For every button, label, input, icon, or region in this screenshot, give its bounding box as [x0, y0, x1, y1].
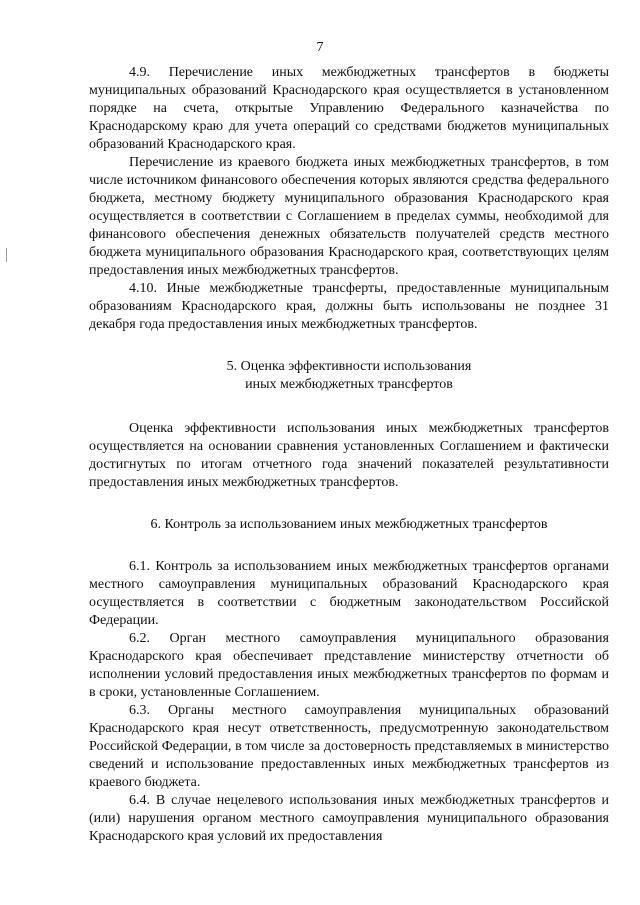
section-5-heading-line-1: 5. Оценка эффективности использования: [226, 359, 472, 374]
paragraph-evaluation: Оценка эффективности использования иных межбюджетных трансфертов осуществляется на основании сравнения установленных Соглашением и фактически достигнутых по итогам отчетного года значений показателей результативности предоставления иных межбюджетных трансфертов.: [89, 421, 609, 490]
paragraph-transfer: Перечисление из краевого бюджета иных межбюджетных трансфертов, в том числе источником финансового обеспечения которых являются средства федерального бюджета, местному бюджету муниципального образования Краснодарского края осуществляется в соответствии с Соглашением в пределах суммы, необходимой для финансового обеспечения денежных обязательств получателей средств местного бюджета муниципального образования Краснодарского края, соответствующих целям предоставления иных межбюджетных трансфертов.: [89, 155, 609, 278]
paragraph-6-2: 6.2. Орган местного самоуправления муниципального образования Краснодарского края обеспечивает представление министерству отчетности об исполнении условий предоставления иных межбюджетных трансфертов по формам и в сроки, установленные Соглашением.: [89, 631, 609, 700]
paragraph-4-10: 4.10. Иные межбюджетные трансферты, предоставленные муниципальным образованиям Краснодарского края, должны быть использованы не позднее 31 декабря года предоставления иных межбюджетных трансфертов.: [89, 281, 609, 332]
paragraph-4-9: 4.9. Перечисление иных межбюджетных трансфертов в бюджеты муниципальных образований Краснодарского края осуществляется в установленном порядке на счета, открытые Управлению Федерального казначейства по Краснодарскому краю для учета операций со средствами бюджетов муниципальных образований Краснодарского края.: [89, 65, 609, 152]
section-6-heading: [89, 516, 609, 534]
margin-mark: [6, 248, 7, 262]
section-6-heading-line-1: 6. Контроль за использованием иных межбюджетных трансфертов: [150, 517, 548, 532]
section-5-heading: [89, 358, 609, 394]
paragraph-6-1: 6.1. Контроль за использованием иных межбюджетных трансфертов органами местного самоуправления муниципальных образований Краснодарского края осуществляется в соответствии с бюджетным законодательством Российской Федерации.: [89, 559, 609, 628]
section-5-heading-line-2: иных межбюджетных трансфертов: [245, 377, 453, 392]
page-number: 7: [316, 40, 324, 55]
paragraph-6-3: 6.3. Органы местного самоуправления муниципальных образований Краснодарского края несут ответственность, предусмотренную законодательством Российской Федерации, в том числе за достоверность представляемых в министерство сведений и использование предоставленных иных межбюджетных трансфертов из краевого бюджета.: [89, 703, 609, 790]
paragraph-6-4: 6.4. В случае нецелевого использования иных межбюджетных трансфертов и (или) нарушения органом местного самоуправления муниципального образования Краснодарского края условий их предоставления: [89, 793, 609, 844]
document-body: [89, 64, 609, 846]
